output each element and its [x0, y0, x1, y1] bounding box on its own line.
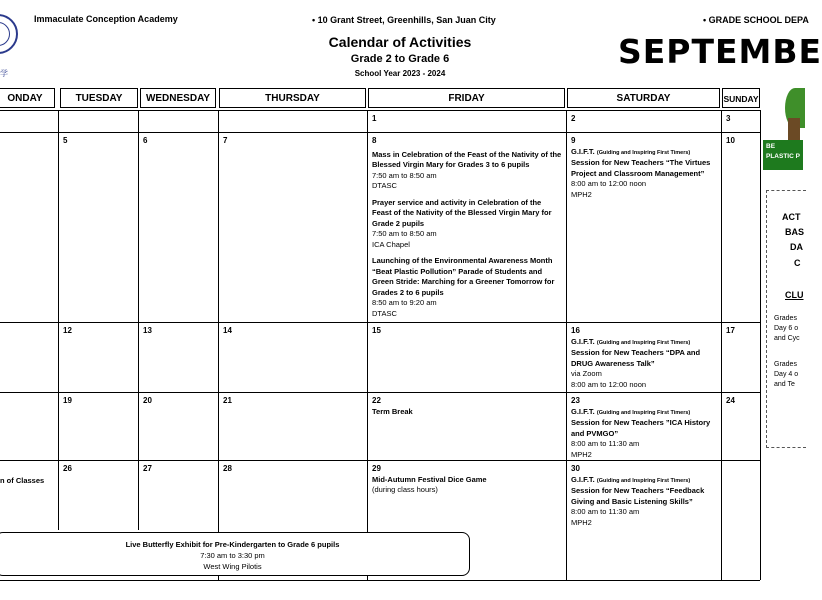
month-title: SEPTEMBE — [618, 32, 822, 71]
event-entry — [372, 256, 562, 319]
col-friday: FRIDAY — [368, 88, 565, 108]
grid-line — [218, 110, 219, 580]
gift-subtitle: (Guiding and Inspiring First Timers) — [596, 409, 691, 416]
col-sunday: SUNDAY — [722, 88, 760, 108]
event-title: Session for New Teachers “DPA and DRUG Awareness Talk” — [571, 348, 701, 368]
gift-label: G.I.F.T. — [571, 406, 595, 416]
school-seal — [0, 14, 18, 54]
gift-label: G.I.F.T. — [571, 474, 595, 484]
date-cell: 21 — [223, 396, 232, 405]
note-line: and Cyc — [774, 335, 800, 342]
date-cell: 10 — [726, 136, 735, 145]
date-cell: 20 — [143, 396, 152, 405]
sidebar-line: C — [794, 258, 801, 268]
note-line: and Te — [774, 381, 795, 388]
school-year: School Year 2023 - 2024 — [354, 69, 446, 78]
note-line: Grades — [774, 315, 797, 322]
date-number: 23 — [571, 396, 580, 405]
sidebar-note — [774, 360, 798, 390]
gift-label: G.I.F.T. — [571, 336, 595, 346]
date-cell: 12 — [63, 326, 72, 335]
club-heading: CLU — [785, 290, 804, 300]
grid-line — [0, 580, 760, 581]
date-cell: 2 — [571, 114, 576, 123]
date-cell: 7 — [223, 136, 228, 145]
date-cell: 27 — [143, 464, 152, 473]
grid-line — [760, 110, 761, 580]
friday-8-cell — [368, 134, 566, 319]
sidebar-line: DA — [790, 242, 803, 252]
school-address: • 10 Grant Street, Greenhills, San Juan City — [312, 15, 496, 25]
col-tuesday: TUESDAY — [60, 88, 138, 108]
grade-range: Grade 2 to Grade 6 — [350, 53, 450, 65]
date-cell: 17 — [726, 326, 735, 335]
event-title: n of Classes — [0, 476, 45, 485]
seal-caption: 学 — [0, 69, 8, 78]
date-number: 16 — [571, 326, 580, 335]
date-number: 9 — [571, 136, 576, 145]
event-place: DTASC — [372, 181, 397, 190]
date-number: 22 — [372, 396, 381, 405]
event-entry — [372, 198, 562, 251]
event-title: Session for New Teachers “The Virtues Project and Classroom Management” — [571, 158, 711, 178]
date-number: 8 — [372, 136, 377, 145]
butterfly-exhibit-box — [0, 532, 470, 576]
sidebar-line: ACT — [782, 212, 801, 222]
date-cell: 3 — [726, 114, 731, 123]
event-title: Session for New Teachers ”ICA History and PVMGO” — [571, 418, 711, 438]
saturday-16-cell — [567, 324, 721, 390]
event-place: MPH2 — [571, 517, 592, 527]
event-time: 7:30 am to 3:30 pm — [200, 551, 265, 560]
event-place: MPH2 — [571, 449, 592, 459]
tree-trunk-icon — [788, 118, 800, 140]
date-cell: 28 — [223, 464, 232, 473]
event-time: 8:00 am to 11:30 am — [571, 439, 640, 448]
grid-line — [721, 110, 722, 580]
note-line: Grades — [774, 361, 797, 368]
sidebar-note — [774, 314, 800, 344]
date-cell: 24 — [726, 396, 735, 405]
col-saturday: SATURDAY — [567, 88, 720, 108]
event-time: 7:50 am to 8:50 am — [372, 229, 437, 238]
department-name: • GRADE SCHOOL DEPA — [703, 15, 809, 25]
grid-line — [0, 132, 760, 133]
col-monday: ONDAY — [0, 88, 55, 108]
date-cell: 26 — [63, 464, 72, 473]
date-cell: 5 — [63, 136, 68, 145]
event-title: Mass in Celebration of the Feast of the Nativity of the Blessed Virgin Mary for Grades 3 to 6 pupils — [372, 149, 562, 169]
note-line: Day 6 o — [774, 325, 799, 332]
friday-22-cell — [368, 394, 566, 417]
sidebar-line: BAS — [785, 227, 805, 237]
date-cell: 19 — [63, 396, 72, 405]
saturday-30-cell — [567, 462, 721, 528]
saturday-9-cell — [567, 134, 721, 200]
event-title: Session for New Teachers “Feedback Giving and Basic Listening Skills” — [571, 486, 705, 506]
gift-subtitle: (Guiding and Inspiring First Timers) — [596, 339, 691, 346]
note-line: Day 4 o — [774, 371, 799, 378]
event-entry — [372, 150, 562, 192]
event-title: Term Break — [372, 406, 413, 416]
event-time: 8:00 am to 12:00 noon — [571, 179, 647, 188]
event-title: Launching of the Environmental Awareness Month “Beat Plastic Pollution” Parade of Students and Green Stride: Marching for a Greener Tomorrow for Grades 2 to 6 pupils — [372, 256, 555, 297]
grid-line — [0, 110, 760, 111]
gift-label: G.I.F.T. — [571, 146, 595, 156]
environment-banner — [763, 140, 803, 170]
page-title: Calendar of Activities — [328, 34, 472, 50]
banner-line: PLASTIC P — [766, 153, 800, 160]
date-cell: 13 — [143, 326, 152, 335]
date-number: 30 — [571, 464, 580, 473]
col-wednesday: WEDNESDAY — [140, 88, 216, 108]
date-cell: 6 — [143, 136, 148, 145]
date-cell: 14 — [223, 326, 232, 335]
date-cell: 15 — [372, 326, 381, 335]
event-title: Live Butterfly Exhibit for Pre-Kindergarten to Grade 6 pupils — [125, 540, 340, 549]
date-number: 29 — [372, 464, 381, 473]
event-time: 8:00 am to 12:00 noon — [571, 379, 647, 389]
event-place: ICA Chapel — [372, 239, 410, 249]
event-time: 8:00 am to 11:30 am — [571, 507, 640, 516]
gift-subtitle: (Guiding and Inspiring First Timers) — [596, 149, 691, 156]
event-title: Prayer service and activity in Celebration of the Feast of the Nativity of the Blessed Virgin Mary for Grade 2 pupils — [372, 197, 552, 228]
event-place: DTASC — [372, 308, 397, 318]
saturday-23-cell — [567, 394, 721, 460]
grid-line — [0, 392, 760, 393]
col-thursday: THURSDAY — [219, 88, 366, 108]
grid-line — [0, 322, 760, 323]
banner-line: BE — [766, 143, 776, 150]
grid-line — [0, 460, 760, 461]
gift-subtitle: (Guiding and Inspiring First Timers) — [596, 477, 691, 484]
event-note: (during class hours) — [372, 485, 438, 494]
event-place: via Zoom — [571, 369, 602, 378]
friday-29-cell — [368, 462, 566, 496]
event-place: West Wing Pilotis — [203, 562, 262, 571]
event-place: MPH2 — [571, 189, 592, 199]
event-time: 7:50 am to 8:50 am — [372, 170, 437, 180]
event-time: 8:50 am to 9:20 am — [372, 298, 437, 307]
school-name: Immaculate Conception Academy — [34, 14, 178, 24]
event-title: Mid-Autumn Festival Dice Game — [372, 474, 487, 484]
date-cell: 1 — [372, 114, 377, 123]
